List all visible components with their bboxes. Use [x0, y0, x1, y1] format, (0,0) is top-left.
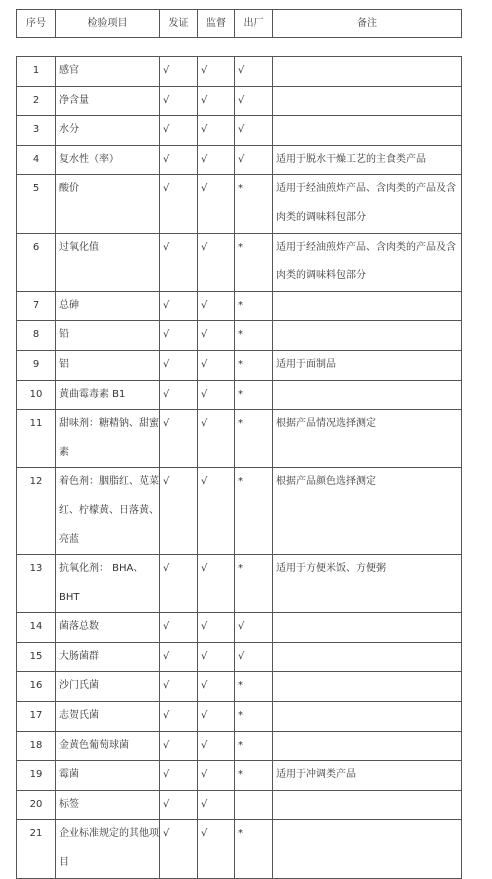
row-issue-mark: √ [160, 57, 198, 87]
row-remark: 适用于冲调类产品 [273, 761, 462, 791]
row-factory-mark: √ [235, 86, 273, 116]
row-no: 13 [17, 555, 56, 613]
table-row [17, 468, 462, 555]
row-factory-mark: √ [235, 57, 273, 87]
row-item: 复水性（率） [56, 145, 160, 175]
row-remark [273, 380, 462, 410]
table-row [17, 702, 462, 732]
row-factory-mark: * [235, 672, 273, 702]
row-supervise-mark: √ [198, 233, 235, 291]
row-item: 感官 [56, 57, 160, 87]
table-row [17, 613, 462, 643]
row-issue-mark: √ [160, 380, 198, 410]
header-row [17, 10, 462, 38]
header-item: 检验项目 [56, 10, 160, 38]
row-issue-mark: √ [160, 291, 198, 321]
row-factory-mark [235, 790, 273, 820]
row-no: 2 [17, 86, 56, 116]
header-remark: 备注 [273, 10, 462, 38]
row-no: 10 [17, 380, 56, 410]
row-issue-mark: √ [160, 86, 198, 116]
row-supervise-mark: √ [198, 380, 235, 410]
table-row [17, 321, 462, 351]
row-item: 水分 [56, 116, 160, 146]
row-no: 6 [17, 233, 56, 291]
row-item: 标签 [56, 790, 160, 820]
row-no: 9 [17, 350, 56, 380]
row-remark: 适用于经油煎炸产品、含肉类的产品及含肉类的调味料包部分 [273, 175, 462, 233]
row-item: 甜味剂：糖精钠、甜蜜素 [56, 410, 160, 468]
table-row [17, 555, 462, 613]
table-row [17, 57, 462, 87]
row-no: 1 [17, 57, 56, 87]
row-supervise-mark: √ [198, 350, 235, 380]
row-no: 16 [17, 672, 56, 702]
row-item: 霉菌 [56, 761, 160, 791]
row-supervise-mark: √ [198, 410, 235, 468]
row-issue-mark: √ [160, 321, 198, 351]
inspection-table [16, 56, 462, 879]
row-item: 志贺氏菌 [56, 702, 160, 732]
header-factory: 出厂 [235, 10, 273, 38]
header-supervise: 监督 [198, 10, 235, 38]
row-remark [273, 702, 462, 732]
row-factory-mark: * [235, 233, 273, 291]
row-supervise-mark: √ [198, 642, 235, 672]
table-row [17, 233, 462, 291]
row-factory-mark: √ [235, 613, 273, 643]
table-row [17, 731, 462, 761]
row-no: 20 [17, 790, 56, 820]
row-remark: 适用于方便米饭、方便粥 [273, 555, 462, 613]
row-factory-mark: * [235, 761, 273, 791]
row-supervise-mark: √ [198, 790, 235, 820]
row-supervise-mark: √ [198, 702, 235, 732]
row-remark: 适用于面制品 [273, 350, 462, 380]
row-no: 11 [17, 410, 56, 468]
row-remark: 根据产品颜色选择测定 [273, 468, 462, 555]
row-item: 黄曲霉毒素 B1 [56, 380, 160, 410]
row-item: 沙门氏菌 [56, 672, 160, 702]
row-no: 14 [17, 613, 56, 643]
row-no: 19 [17, 761, 56, 791]
table-row [17, 672, 462, 702]
table-row [17, 175, 462, 233]
row-issue-mark: √ [160, 790, 198, 820]
row-remark [273, 642, 462, 672]
row-item: 铅 [56, 321, 160, 351]
row-item: 总砷 [56, 291, 160, 321]
row-supervise-mark: √ [198, 321, 235, 351]
row-supervise-mark: √ [198, 175, 235, 233]
table-row [17, 116, 462, 146]
row-remark [273, 116, 462, 146]
row-issue-mark: √ [160, 350, 198, 380]
row-remark [273, 820, 462, 878]
row-supervise-mark: √ [198, 291, 235, 321]
header-table [16, 9, 462, 38]
row-factory-mark: * [235, 702, 273, 732]
table-row [17, 350, 462, 380]
row-issue-mark: √ [160, 672, 198, 702]
row-supervise-mark: √ [198, 820, 235, 878]
row-no: 4 [17, 145, 56, 175]
row-issue-mark: √ [160, 642, 198, 672]
row-issue-mark: √ [160, 555, 198, 613]
row-factory-mark: √ [235, 642, 273, 672]
table-row [17, 761, 462, 791]
row-issue-mark: √ [160, 116, 198, 146]
row-supervise-mark: √ [198, 86, 235, 116]
table-row [17, 380, 462, 410]
row-factory-mark: * [235, 175, 273, 233]
row-issue-mark: √ [160, 820, 198, 878]
row-remark: 根据产品情况选择测定 [273, 410, 462, 468]
row-no: 8 [17, 321, 56, 351]
row-no: 18 [17, 731, 56, 761]
table-row [17, 410, 462, 468]
row-no: 21 [17, 820, 56, 878]
row-factory-mark: * [235, 321, 273, 351]
row-issue-mark: √ [160, 175, 198, 233]
row-remark [273, 613, 462, 643]
row-remark [273, 790, 462, 820]
header-no: 序号 [17, 10, 56, 38]
row-supervise-mark: √ [198, 761, 235, 791]
row-supervise-mark: √ [198, 116, 235, 146]
row-issue-mark: √ [160, 731, 198, 761]
row-supervise-mark: √ [198, 731, 235, 761]
row-factory-mark: * [235, 468, 273, 555]
row-item: 净含量 [56, 86, 160, 116]
row-supervise-mark: √ [198, 555, 235, 613]
row-no: 5 [17, 175, 56, 233]
row-issue-mark: √ [160, 702, 198, 732]
row-no: 15 [17, 642, 56, 672]
row-remark: 适用于经油煎炸产品、含肉类的产品及含肉类的调味料包部分 [273, 233, 462, 291]
row-factory-mark: * [235, 410, 273, 468]
row-factory-mark: * [235, 555, 273, 613]
row-factory-mark: * [235, 731, 273, 761]
table-row [17, 790, 462, 820]
row-remark [273, 57, 462, 87]
row-factory-mark: * [235, 820, 273, 878]
row-factory-mark: * [235, 291, 273, 321]
row-item: 企业标准规定的其他项目 [56, 820, 160, 878]
row-item: 铝 [56, 350, 160, 380]
row-supervise-mark: √ [198, 468, 235, 555]
header-issue: 发证 [160, 10, 198, 38]
row-item: 着色剂：胭脂红、苋菜红、柠檬黄、日落黄、亮蓝 [56, 468, 160, 555]
row-issue-mark: √ [160, 613, 198, 643]
row-item: 酸价 [56, 175, 160, 233]
table-row [17, 820, 462, 878]
row-supervise-mark: √ [198, 145, 235, 175]
table-row [17, 145, 462, 175]
row-item: 抗氧化剂： BHA、BHT [56, 555, 160, 613]
row-no: 12 [17, 468, 56, 555]
row-factory-mark: √ [235, 116, 273, 146]
table-row [17, 291, 462, 321]
row-remark [273, 672, 462, 702]
row-remark [273, 321, 462, 351]
table-row [17, 86, 462, 116]
row-issue-mark: √ [160, 145, 198, 175]
row-factory-mark: * [235, 350, 273, 380]
row-issue-mark: √ [160, 468, 198, 555]
table-row [17, 642, 462, 672]
row-supervise-mark: √ [198, 672, 235, 702]
row-remark [273, 291, 462, 321]
row-supervise-mark: √ [198, 57, 235, 87]
row-remark [273, 731, 462, 761]
row-issue-mark: √ [160, 761, 198, 791]
row-issue-mark: √ [160, 410, 198, 468]
row-factory-mark: * [235, 380, 273, 410]
row-issue-mark: √ [160, 233, 198, 291]
row-remark [273, 86, 462, 116]
row-item: 菌落总数 [56, 613, 160, 643]
row-no: 17 [17, 702, 56, 732]
row-factory-mark: √ [235, 145, 273, 175]
row-remark: 适用于脱水干燥工艺的主食类产品 [273, 145, 462, 175]
row-item: 过氧化值 [56, 233, 160, 291]
row-item: 大肠菌群 [56, 642, 160, 672]
row-supervise-mark: √ [198, 613, 235, 643]
row-no: 3 [17, 116, 56, 146]
row-item: 金黄色葡萄球菌 [56, 731, 160, 761]
row-no: 7 [17, 291, 56, 321]
